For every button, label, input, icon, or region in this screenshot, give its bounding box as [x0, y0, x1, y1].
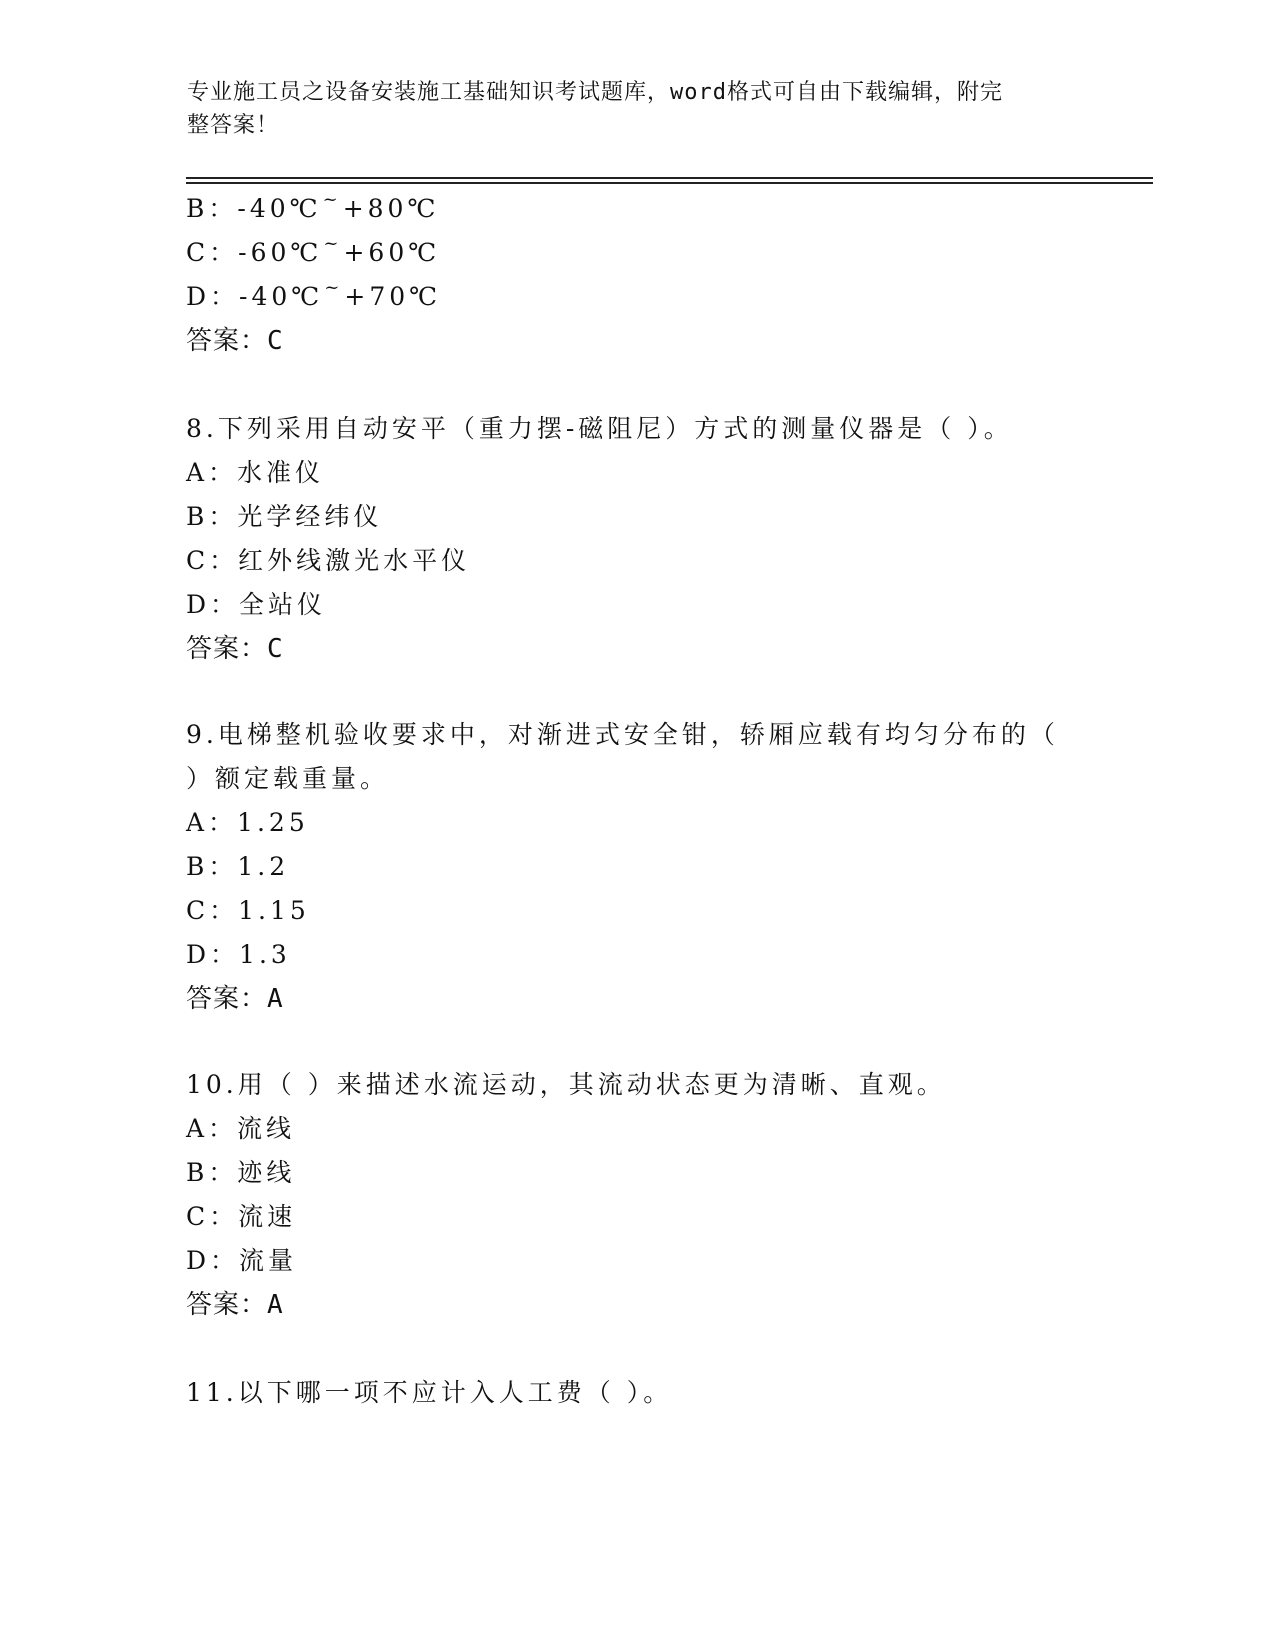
option-range-end: +70℃	[344, 282, 442, 311]
tilde-separator: ~	[324, 277, 344, 298]
option-range-start: -40℃	[237, 194, 322, 223]
header-line-1: 专业施工员之设备安装施工基础知识考试题库，word格式可自由下载编辑，附完	[187, 80, 1003, 105]
option-range-end: +80℃	[342, 194, 440, 223]
q9-option-b: B：1.2	[186, 852, 290, 881]
option-range-end: +60℃	[343, 238, 441, 267]
q9-option-d: D：1.3	[186, 940, 291, 969]
q8-option-b: B：光学经纬仪	[186, 502, 383, 531]
header-divider-bottom	[186, 182, 1153, 184]
q9-option-a: A：1.25	[186, 808, 309, 837]
header-line-2: 整答案！	[187, 113, 280, 138]
q10-answer: 答案：A	[186, 1290, 284, 1320]
q11-question: 11.以下哪一项不应计入人工费（ ）。	[186, 1378, 673, 1407]
option-key: C：	[186, 238, 239, 267]
q8-option-d: D：全站仪	[186, 590, 327, 619]
option-key: D：	[186, 282, 240, 311]
q9-question-line-1: 9.电梯整机验收要求中，对渐进式安全钳，轿厢应载有均匀分布的（	[186, 720, 1059, 749]
option-range-start: -60℃	[238, 238, 323, 267]
q9-option-c: C：1.15	[186, 896, 310, 925]
tilde-separator: ~	[322, 189, 342, 210]
q7-option-d	[186, 277, 442, 316]
option-range-start: -40℃	[239, 282, 324, 311]
q9-answer: 答案：A	[186, 984, 284, 1014]
option-key: B：	[186, 194, 238, 223]
q10-option-a: A：流线	[186, 1114, 296, 1143]
q9-question-line-2: ）额定载重量。	[186, 764, 390, 793]
q7-option-c	[186, 233, 441, 272]
q10-question: 10.用（ ）来描述水流运动，其流动状态更为清晰、直观。	[186, 1070, 946, 1099]
q8-question: 8.下列采用自动安平（重力摆-磁阻尼）方式的测量仪器是（ ）。	[186, 414, 1013, 443]
q10-option-d: D：流量	[186, 1246, 298, 1275]
q10-option-c: C：流速	[186, 1202, 297, 1231]
q8-option-c: C：红外线激光水平仪	[186, 546, 471, 575]
q8-answer: 答案：C	[186, 634, 284, 664]
header-divider-top	[186, 177, 1153, 179]
q7-option-b	[186, 189, 440, 228]
q10-option-b: B：迹线	[186, 1158, 296, 1187]
q8-option-a: A：水准仪	[186, 458, 325, 487]
tilde-separator: ~	[323, 233, 343, 254]
document-header	[187, 76, 1067, 142]
q7-answer: 答案：C	[186, 326, 284, 356]
